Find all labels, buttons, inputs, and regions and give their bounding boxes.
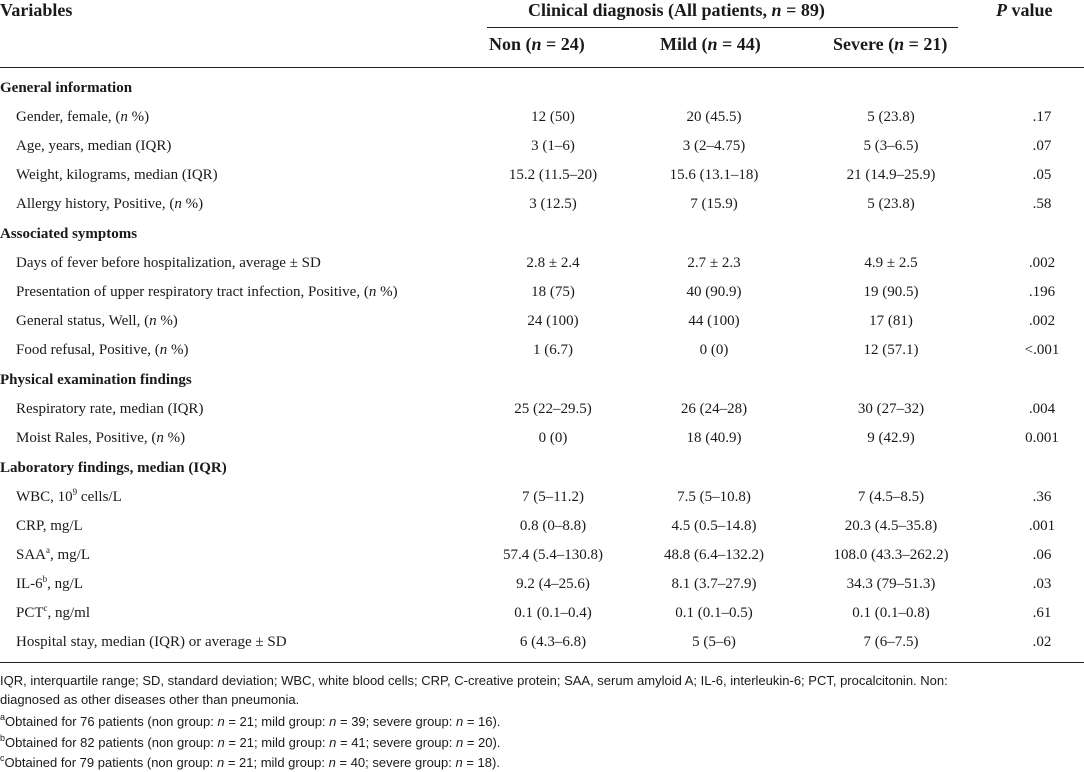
header-bottom-rule [0,67,1084,68]
cell-mild: 40 (90.9) [686,284,742,300]
cell-p: .002 [1028,313,1056,329]
cell-mild: 7.5 (5–10.8) [677,489,751,505]
mild-group-header: Mild (n = 44) [660,34,761,54]
cell-severe: 12 (57.1) [863,342,919,358]
table-row [0,628,1084,657]
cell-p: .05 [1032,167,1052,183]
cell-mild: 48.8 (6.4–132.2) [664,547,764,563]
cell-p: .03 [1032,576,1052,592]
cell-severe: 5 (3–6.5) [863,138,919,154]
cell-mild: 20 (45.5) [686,109,742,125]
cell-non: 7 (5–11.2) [522,489,584,505]
table-row [0,541,1084,570]
cell-severe: 7 (4.5–8.5) [857,489,925,505]
row-label: SAA$^a$, mg/L [16,545,91,563]
cell-non: 3 (1–6) [531,138,575,154]
cell-p: .58 [1032,196,1052,212]
header-group-rule [487,27,958,28]
cell-non: 1 (6.7) [533,342,573,358]
non-group-header: Non (n = 24) [489,34,585,54]
row-label: Presentation of upper respiratory tract infection, Positive, (n %) [16,284,398,300]
table-row [0,424,1084,453]
section-general: General information [0,80,133,96]
cell-non: 0.8 (0–8.8) [519,518,587,534]
cell-severe: 9 (42.9) [867,430,915,446]
p-value-header: P value [996,0,1053,20]
cell-mild: 7 (15.9) [690,196,738,212]
cell-mild: 5 (5–6) [692,634,736,650]
cell-severe: 0.1 (0.1–0.8) [852,605,930,621]
cell-mild: 15.6 (13.1–18) [669,167,759,183]
cell-mild: 3 (2–4.75) [682,138,746,154]
table-row [0,249,1084,278]
section-physical: Physical examination findings [0,372,192,388]
footnote-c: $^c$Obtained for 79 patients (non group: n = 21; mild group: n = 40; severe group: n = 18). [0,753,500,770]
table-row [0,483,1084,512]
cell-non: 9.2 (4–25.6) [516,576,590,592]
cell-non: 0 (0) [538,430,568,446]
row-label: Respiratory rate, median (IQR) [16,401,204,417]
cell-mild: 0 (0) [699,342,729,358]
footnote-b: $^b$Obtained for 82 patients (non group: n = 21; mild group: n = 41; severe group: n = 20). [0,733,501,750]
row-label: Weight, kilograms, median (IQR) [16,167,218,183]
table-row [0,103,1084,132]
cell-p: .17 [1032,109,1052,125]
cell-mild: 18 (40.9) [686,430,742,446]
cell-mild: 2.7 ± 2.3 [687,255,741,271]
cell-mild: 44 (100) [688,313,740,329]
cell-p: <.001 [1024,342,1060,358]
table-row [0,132,1084,161]
row-label: PCT$^c$, ng/ml [16,603,91,621]
row-label: Age, years, median (IQR) [16,138,172,154]
cell-severe: 4.9 ± 2.5 [864,255,918,271]
cell-p: .06 [1032,547,1052,563]
cell-mild: 26 (24–28) [680,401,748,417]
cell-p: .001 [1028,518,1056,534]
cell-non: 15.2 (11.5–20) [508,167,598,183]
footnote-a: $^a$Obtained for 76 patients (non group: n = 21; mild group: n = 39; severe group: n = 16). [0,712,501,729]
table-row [0,599,1084,628]
cell-severe: 17 (81) [869,313,913,329]
table-row [0,278,1084,307]
table-row [0,336,1084,365]
table-row [0,570,1084,599]
table-row [0,512,1084,541]
footnote-abbreviations: IQR, interquartile range; SD, standard deviation; WBC, white blood cells; CRP, C-creative protein; SAA, serum amyloid A; IL-6, interleukin-6; PCT, procalcitonin. Non: diagnosed as other diseases other than pneumonia. [0,673,948,707]
row-label: Gender, female, (n %) [16,109,150,125]
cell-severe: 19 (90.5) [863,284,919,300]
cell-p: .02 [1032,634,1052,650]
cell-severe: 20.3 (4.5–35.8) [844,518,938,534]
cell-non: 2.8 ± 2.4 [526,255,580,271]
cell-severe: 30 (27–32) [857,401,925,417]
cell-p: .61 [1032,605,1052,621]
clinical-diagnosis-header: Clinical diagnosis (All patients, n = 89) [528,0,825,20]
row-label: Days of fever before hospitalization, average ± SD [16,255,321,271]
cell-severe: 5 (23.8) [867,196,915,212]
cell-p: 0.001 [1025,430,1059,446]
severe-group-header: Severe (n = 21) [833,34,948,54]
cell-non: 24 (100) [527,313,579,329]
cell-p: .36 [1032,489,1052,505]
cell-p: .004 [1028,401,1056,417]
cell-p: .07 [1032,138,1052,154]
row-label: WBC, $10^9$ cells/L [16,487,122,505]
cell-severe: 108.0 (43.3–262.2) [833,547,949,563]
row-label: General status, Well, (n %) [16,313,178,329]
table-row [0,161,1084,190]
table-row [0,190,1084,219]
section-lab: Laboratory findings, median (IQR) [0,460,227,476]
cell-non: 3 (12.5) [529,196,577,212]
cell-severe: 34.3 (79–51.3) [846,576,936,592]
cell-non: 6 (4.3–6.8) [519,634,587,650]
cell-non: 18 (75) [531,284,575,300]
cell-p: .196 [1028,284,1056,300]
cell-mild: 8.1 (3.7–27.9) [671,576,757,592]
table-row [0,307,1084,336]
cell-severe: 21 (14.9–25.9) [846,167,936,183]
row-label: Moist Rales, Positive, (n %) [16,430,186,446]
cell-severe: 7 (6–7.5) [863,634,919,650]
section-symptoms: Associated symptoms [0,226,138,242]
variables-header: Variables [0,0,73,20]
cell-non: 57.4 (5.4–130.8) [503,547,603,563]
table-row [0,395,1084,424]
cell-non: 0.1 (0.1–0.4) [514,605,592,621]
row-label: Hospital stay, median (IQR) or average ± SD [16,634,287,650]
row-label: IL-6$^b$, ng/L [16,574,83,592]
row-label: Allergy history, Positive, (n %) [16,196,204,212]
cell-mild: 0.1 (0.1–0.5) [675,605,753,621]
cell-mild: 4.5 (0.5–14.8) [671,518,757,534]
cell-severe: 5 (23.8) [867,109,915,125]
cell-non: 12 (50) [531,109,575,125]
cell-non: 25 (22–29.5) [514,401,592,417]
cell-p: .002 [1028,255,1056,271]
row-label: CRP, mg/L [16,518,83,534]
table-bottom-rule [0,662,1084,663]
row-label: Food refusal, Positive, (n %) [16,342,189,358]
